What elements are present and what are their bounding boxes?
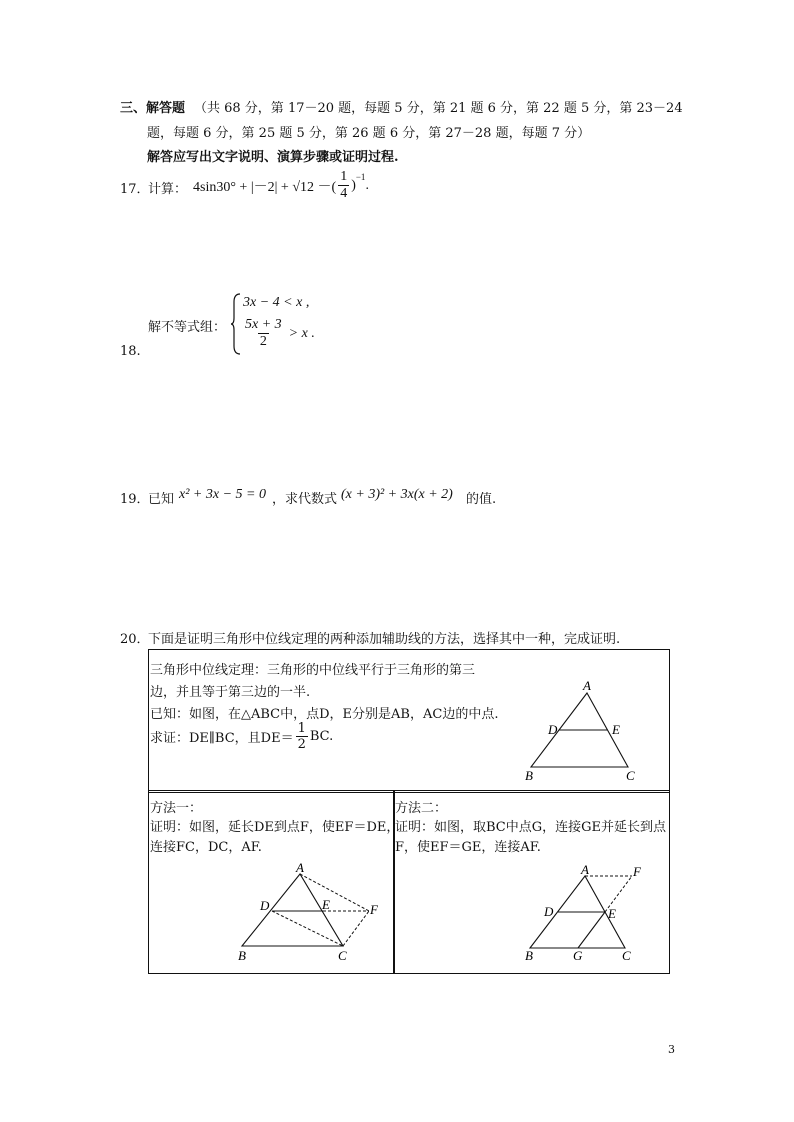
q17-frac-den: 4: [340, 186, 348, 201]
q18-ineq2: [243, 318, 315, 349]
q20-method1-line1: 证明：如图，延长DE到点F，使EF＝DE，: [150, 820, 400, 835]
q20-prove-frac-num: 1: [297, 721, 306, 736]
q20-method2-figure: [518, 862, 658, 966]
q17-fraction: [338, 170, 349, 201]
section-instruction: 解答应写出文字说明、演算步骤或证明过程.: [147, 150, 399, 165]
page-number: 3: [668, 1043, 675, 1056]
q20-given: 已知：如图，在△ABC中，点D，E分别是AB，AC边的中点.: [150, 707, 499, 722]
m1-label-e: E: [322, 897, 330, 912]
m1-label-b: B: [238, 948, 246, 963]
q18-fraction: [243, 318, 284, 349]
q17-number: 17．: [120, 182, 150, 197]
q17-frac-num: 1: [340, 169, 348, 184]
q18-ineq1: 3x − 4 < x ,: [243, 295, 310, 310]
q17-expr-part2: ): [351, 177, 356, 193]
m2-label-g: G: [573, 948, 583, 963]
m1-label-c: C: [338, 948, 347, 963]
q20-theorem-line1: 三角形中位线定理：三角形的中位线平行于三角形的第三: [150, 663, 476, 678]
main-label-d: D: [548, 722, 558, 737]
main-label-b: B: [525, 768, 533, 783]
q17-expr-part1: 4sin30° + |－2| + √12 －(: [193, 179, 337, 195]
q17-expression: [193, 170, 369, 201]
main-label-c: C: [626, 768, 635, 783]
q20-prompt: 下面是证明三角形中位线定理的两种添加辅助线的方法，选择其中一种，完成证明.: [148, 632, 621, 647]
q18-brace: [230, 292, 242, 356]
q20-prove-prefix: 求证：DE∥BC，且DE＝: [150, 731, 294, 746]
q20-method1-line2: 连接FC，DC，AF.: [150, 840, 262, 855]
m1-label-f: F: [370, 902, 378, 917]
m2-label-b: B: [525, 948, 533, 963]
m2-label-c: C: [622, 948, 631, 963]
q18-prompt: 解不等式组：: [148, 320, 227, 335]
q18-number: 18.: [120, 344, 141, 359]
q20-method1-title: 方法一：: [150, 801, 203, 816]
q19-prompt: 已知: [148, 492, 175, 507]
q20-method2-line2: F，使EF＝GE，连接AF.: [395, 840, 541, 855]
m2-label-e: E: [608, 906, 616, 921]
q19-condition: x² + 3x − 5 = 0: [179, 487, 266, 502]
m1-segment-fc: [343, 911, 369, 946]
q20-prove-suffix: BC.: [309, 729, 334, 744]
section-intro-line1: （共 68 分，第 17－20 题，每题 5 分，第 21 题 6 分，第 22 题 5 分，第 23－24: [194, 101, 683, 116]
q19-expression: (x + 3)² + 3x(x + 2): [341, 487, 453, 502]
q18-frac-num: 5x + 3: [245, 317, 282, 332]
q17-exponent: −1: [355, 172, 366, 182]
m1-label-a: A: [296, 862, 304, 875]
main-label-a: A: [583, 680, 591, 693]
q20-method1-figure: [232, 862, 392, 966]
q20-prove: [150, 722, 333, 751]
q20-method2-title: 方法二：: [395, 801, 448, 816]
m2-label-f: F: [633, 864, 641, 879]
q17-end: .: [365, 177, 369, 193]
q20-number: 20．: [120, 632, 150, 647]
q20-prove-frac-den: 2: [297, 737, 306, 752]
q19-mid: ，求代数式: [272, 492, 338, 507]
q17-prompt: 计算：: [148, 182, 188, 197]
section-intro-line2: 题，每题 6 分，第 25 题 5 分，第 26 题 6 分，第 27－28 题，每题 7 分）: [147, 126, 591, 141]
m1-label-d: D: [260, 898, 270, 913]
q20-prove-fraction: [296, 722, 308, 751]
m2-label-a: A: [581, 862, 589, 877]
m2-segment-ge: [578, 912, 605, 948]
q20-method2-line1: 证明：如图，取BC中点G，连接GE并延长到点: [395, 820, 667, 835]
main-label-e: E: [612, 722, 620, 737]
q18-ineq2-tail: > x .: [288, 325, 315, 341]
q19-end: 的值.: [466, 492, 497, 507]
q18-frac-den: 2: [259, 334, 267, 349]
m1-segment-af: [300, 874, 369, 911]
q20-main-triangle-figure: [520, 680, 650, 785]
q20-theorem-line2: 边，并且等于第三边的一半.: [150, 685, 311, 700]
m2-label-d: D: [544, 904, 554, 919]
q19-number: 19．: [120, 492, 150, 507]
section-title: 三、解答题: [120, 101, 186, 116]
